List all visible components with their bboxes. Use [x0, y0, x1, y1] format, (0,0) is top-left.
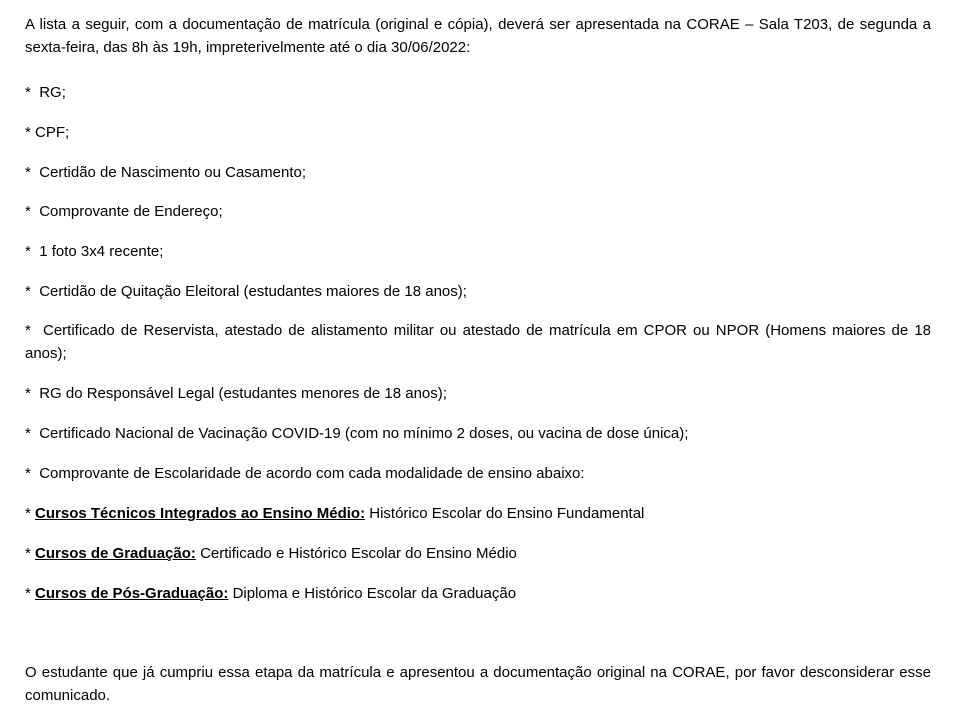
course-text: Diploma e Histórico Escolar da Graduação	[232, 585, 517, 602]
course-label: Cursos de Pós-Graduação:	[35, 585, 229, 602]
course-item-graduacao	[25, 542, 931, 565]
list-item-text: Certidão de Nascimento ou Casamento;	[39, 164, 306, 181]
bullet: *	[25, 465, 31, 482]
bullet: *	[25, 545, 31, 562]
list-item-text: Comprovante de Escolaridade de acordo com cada modalidade de ensino abaixo:	[39, 465, 585, 482]
list-item-text: Comprovante de Endereço;	[39, 203, 223, 220]
list-item-rg-responsavel	[25, 382, 931, 405]
intro-paragraph: A lista a seguir, com a documentação de matrícula (original e cópia), deverá ser apresentada na CORAE – Sala T203, de segunda a sexta-feira, das 8h às 19h, impreterivelmente até o dia 30/06/2022:	[25, 16, 931, 56]
course-label: Cursos de Graduação:	[35, 545, 196, 562]
course-text: Certificado e Histórico Escolar do Ensino Médio	[200, 545, 517, 562]
list-item-text: 1 foto 3x4 recente;	[39, 243, 164, 260]
list-item-text: Certificado Nacional de Vacinação COVID-19 (com no mínimo 2 doses, ou vacina de dose única);	[39, 425, 689, 442]
list-item-text: Certidão de Quitação Eleitoral (estudantes maiores de 18 anos);	[39, 283, 467, 300]
closing-paragraph: O estudante que já cumpriu essa etapa da matrícula e apresentou a documentação original na CORAE, por favor desconsiderar esse comunicado.	[25, 664, 931, 704]
list-item-text: RG;	[39, 84, 66, 101]
bullet: *	[25, 203, 31, 220]
list-item-text: Certificado de Reservista, atestado de alistamento militar ou atestado de matrícula em CPOR ou NPOR (Homens maiores de 18 anos);	[25, 322, 932, 362]
bullet: *	[25, 585, 31, 602]
bullet: *	[25, 243, 31, 260]
course-item-tecnicos	[25, 502, 931, 525]
list-item-text: CPF;	[35, 124, 70, 141]
list-item-escolaridade	[25, 462, 931, 485]
bullet: *	[25, 124, 31, 141]
course-text: Histórico Escolar do Ensino Fundamental	[369, 505, 645, 522]
course-item-pos-graduacao	[25, 582, 931, 605]
list-item-reservista	[25, 319, 931, 365]
list-item-cpf	[25, 121, 931, 144]
bullet: *	[25, 505, 31, 522]
list-item-foto	[25, 240, 931, 263]
bullet: *	[25, 385, 31, 402]
list-item-rg	[25, 81, 931, 104]
list-item-quitacao-eleitoral	[25, 280, 931, 303]
bullet: *	[25, 164, 31, 181]
bullet: *	[25, 322, 31, 339]
list-item-certidao-nascimento	[25, 161, 931, 184]
bullet: *	[25, 283, 31, 300]
bullet: *	[25, 84, 31, 101]
list-item-comprovante-endereco	[25, 200, 931, 223]
course-label: Cursos Técnicos Integrados ao Ensino Médio:	[35, 505, 366, 522]
bullet: *	[25, 425, 31, 442]
list-item-text: RG do Responsável Legal (estudantes menores de 18 anos);	[39, 385, 447, 402]
list-item-vacinacao	[25, 422, 931, 445]
